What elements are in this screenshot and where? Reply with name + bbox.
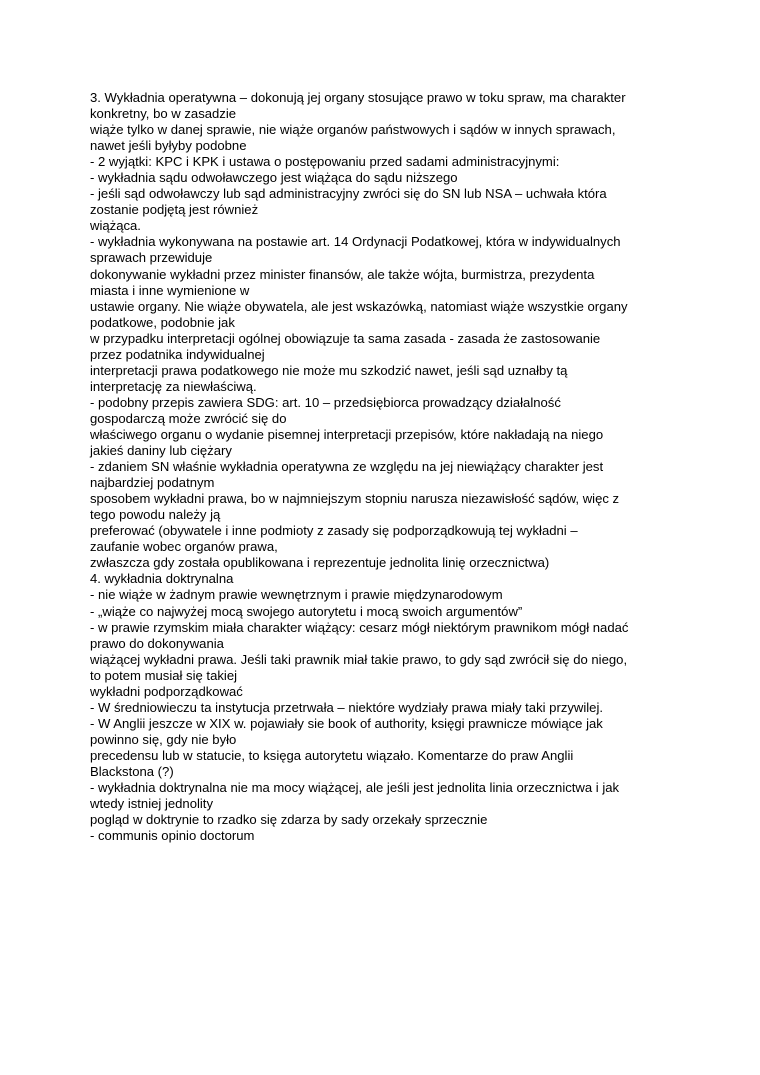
text-line: wiąże tylko w danej sprawie, nie wiąże organów państwowych i sądów w innych sprawach, bbox=[90, 122, 616, 138]
text-line: nawet jeśli byłyby podobne bbox=[90, 138, 247, 154]
text-line: powinno się, gdy nie było bbox=[90, 731, 237, 747]
text-line: przez podatnika indywidualnej bbox=[90, 346, 265, 362]
text-line: - 2 wyjątki: KPC i KPK i ustawa o postępowaniu przed sadami administracyjnymi: bbox=[90, 154, 560, 170]
text-line: - w prawie rzymskim miała charakter wiążący: cesarz mógł niektórym prawnikom mógł nadać bbox=[90, 619, 629, 635]
text-line: sprawach przewiduje bbox=[90, 250, 213, 266]
text-line: interpretację za niewłaściwą. bbox=[90, 378, 257, 394]
text-line: - zdaniem SN właśnie wykładnia operatywna ze względu na jej niewiążący charakter jest bbox=[90, 459, 604, 475]
text-line: wiążącej wykładni prawa. Jeśli taki prawnik miał takie prawo, to gdy sąd zwrócił się do niego, bbox=[90, 651, 628, 667]
text-line: - nie wiąże w żadnym prawie wewnętrznym i prawie międzynarodowym bbox=[90, 587, 503, 603]
text-line: wykładni podporządkować bbox=[90, 683, 243, 699]
text-line: preferować (obywatele i inne podmioty z zasady się podporządkowują tej wykładni – bbox=[90, 523, 578, 539]
text-line: - „wiąże co najwyżej mocą swojego autorytetu i mocą swoich argumentów” bbox=[90, 603, 523, 619]
text-line: zaufanie wobec organów prawa, bbox=[90, 539, 278, 555]
text-line: gospodarczą może zwrócić się do bbox=[90, 410, 287, 426]
text-line: interpretacji prawa podatkowego nie może mu szkodzić nawet, jeśli sąd uznałby tą bbox=[90, 362, 568, 378]
text-line: - communis opinio doctorum bbox=[90, 828, 255, 844]
text-line: 3. Wykładnia operatywna – dokonują jej organy stosujące prawo w toku spraw, ma charakter bbox=[90, 90, 626, 105]
text-line: tego powodu należy ją bbox=[90, 507, 221, 523]
text-line: właściwego organu o wydanie pisemnej interpretacji przepisów, które nakładają na niego bbox=[90, 426, 604, 442]
text-line: konkretny, bo w zasadzie bbox=[90, 106, 237, 122]
text-line: podatkowe, podobnie jak bbox=[90, 314, 235, 330]
text-line: miasta i inne wymienione w bbox=[90, 282, 250, 298]
text-line: pogląd w doktrynie to rzadko się zdarza by sady orzekały sprzecznie bbox=[90, 812, 488, 828]
text-line: wtedy istniej jednolity bbox=[90, 796, 213, 812]
text-line: wiążąca. bbox=[90, 218, 141, 234]
text-line: sposobem wykładni prawa, bo w najmniejszym stopniu narusza niezawisłość sądów, więc z bbox=[90, 491, 620, 507]
document-body bbox=[90, 90, 680, 844]
text-line: 4. wykładnia doktrynalna bbox=[90, 571, 234, 587]
text-line: zwłaszcza gdy została opublikowana i reprezentuje jednolita linię orzecznictwa) bbox=[90, 555, 550, 571]
text-line: ustawie organy. Nie wiąże obywatela, ale jest wskazówką, natomiast wiąże wszystkie organy bbox=[90, 298, 628, 314]
text-line: - W Anglii jeszcze w XIX w. pojawiały sie book of authority, księgi prawnicze mówiące jak bbox=[90, 715, 603, 731]
text-line: precedensu lub w statucie, to księga autorytetu wiązało. Komentarze do praw Anglii bbox=[90, 747, 574, 763]
text-line: Blackstona (?) bbox=[90, 763, 174, 779]
text-line: - wykładnia doktrynalna nie ma mocy wiążącej, ale jeśli jest jednolita linia orzecznictwa i jak bbox=[90, 780, 620, 796]
text-line: zostanie podjętą jest również bbox=[90, 202, 259, 218]
text-line: najbardziej podatnym bbox=[90, 475, 215, 491]
text-line: prawo do dokonywania bbox=[90, 635, 224, 651]
text-line: - podobny przepis zawiera SDG: art. 10 – przedsiębiorca prowadzący działalność bbox=[90, 394, 561, 410]
text-line: w przypadku interpretacji ogólnej obowiązuje ta sama zasada - zasada że zastosowanie bbox=[90, 330, 601, 346]
text-line: dokonywanie wykładni przez minister finansów, ale także wójta, burmistrza, prezydenta bbox=[90, 266, 595, 282]
text-line: - wykładnia sądu odwoławczego jest wiążąca do sądu niższego bbox=[90, 170, 458, 186]
text-line: - jeśli sąd odwoławczy lub sąd administracyjny zwróci się do SN lub NSA – uchwała która bbox=[90, 186, 607, 202]
text-line: - W średniowieczu ta instytucja przetrwała – niektóre wydziały prawa miały taki przywilej. bbox=[90, 699, 604, 715]
text-line: jakieś daniny lub ciężary bbox=[90, 443, 232, 459]
text-line: to potem musiał się takiej bbox=[90, 667, 238, 683]
text-line: - wykładnia wykonywana na postawie art. 14 Ordynacji Podatkowej, która w indywidualnych bbox=[90, 234, 621, 250]
